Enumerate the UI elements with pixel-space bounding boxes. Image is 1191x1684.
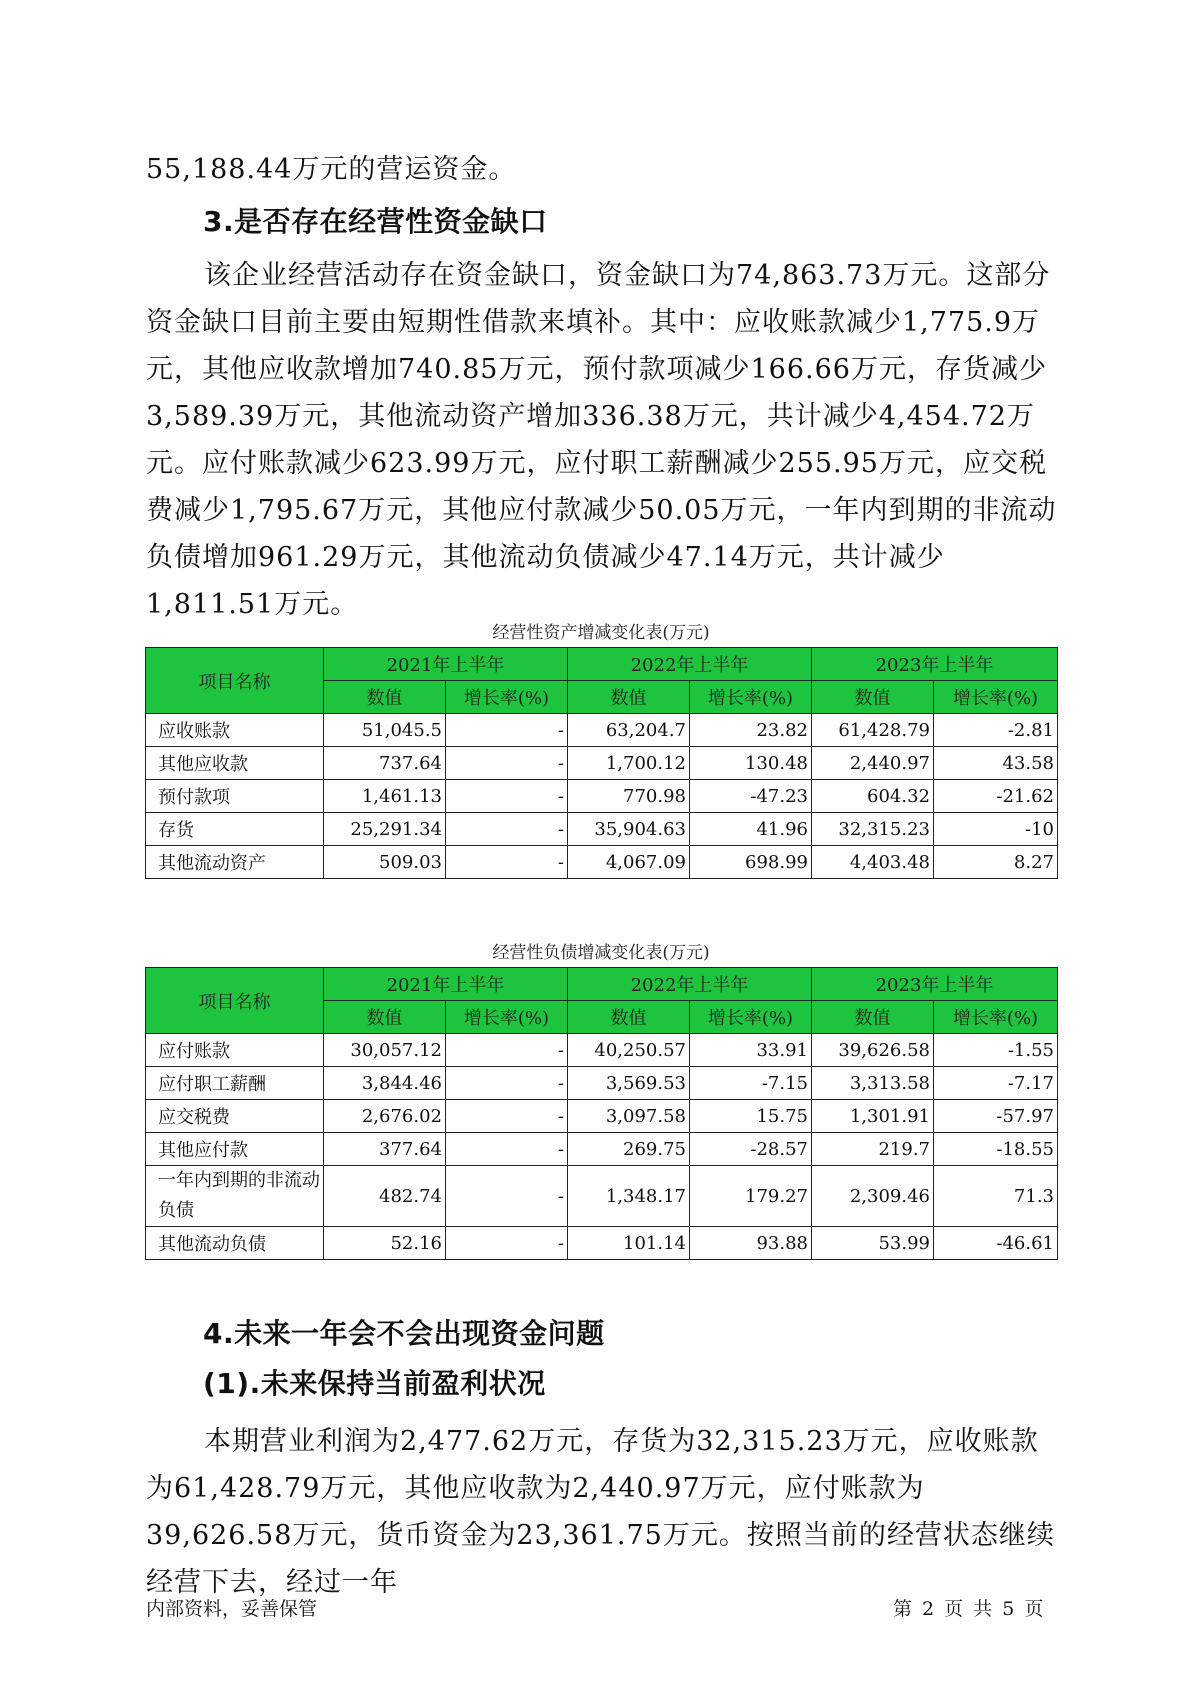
cell-rate: 698.99 bbox=[690, 846, 812, 879]
cell-value: 509.03 bbox=[324, 846, 446, 879]
cell-rate: - bbox=[446, 780, 568, 813]
cell-rate: -2.81 bbox=[934, 714, 1058, 747]
header-value: 数值 bbox=[812, 681, 934, 714]
cell-value: 3,097.58 bbox=[568, 1100, 690, 1133]
cell-value: 737.64 bbox=[324, 747, 446, 780]
cell-rate: -7.15 bbox=[690, 1067, 812, 1100]
row-label: 应交税费 bbox=[146, 1100, 324, 1133]
section4-paragraph bbox=[146, 1418, 1061, 1606]
cell-rate: -46.61 bbox=[934, 1227, 1058, 1260]
cell-rate: 8.27 bbox=[934, 846, 1058, 879]
row-label: 应付职工薪酬 bbox=[146, 1067, 324, 1100]
header-year: 2022年上半年 bbox=[568, 968, 812, 1001]
cell-value: 35,904.63 bbox=[568, 813, 690, 846]
table-row bbox=[146, 1034, 1058, 1067]
header-rate: 增长率(%) bbox=[934, 681, 1058, 714]
liabilities-table bbox=[145, 967, 1058, 1260]
cell-value: 51,045.5 bbox=[324, 714, 446, 747]
cell-rate: - bbox=[446, 1227, 568, 1260]
cell-value: 1,301.91 bbox=[812, 1100, 934, 1133]
cell-value: 1,461.13 bbox=[324, 780, 446, 813]
header-item-name: 项目名称 bbox=[146, 648, 324, 714]
header-year: 2023年上半年 bbox=[812, 648, 1058, 681]
row-label: 其他流动资产 bbox=[146, 846, 324, 879]
cell-value: 40,250.57 bbox=[568, 1034, 690, 1067]
cell-rate: - bbox=[446, 1100, 568, 1133]
cell-rate: -28.57 bbox=[690, 1133, 812, 1166]
section4-paragraph-text: 本期营业利润为2,477.62万元，存货为32,315.23万元，应收账款为61,428.79万元，其他应收款为2,440.97万元，应付账款为39,626.58万元，货币资金为23,361.75万元。按照当前的经营状态继续经营下去，经过一年 bbox=[146, 1426, 1055, 1598]
table-row bbox=[146, 846, 1058, 879]
section3-paragraph bbox=[146, 252, 1061, 628]
assets-table bbox=[145, 647, 1058, 879]
cell-rate: - bbox=[446, 1067, 568, 1100]
cell-rate: - bbox=[446, 1034, 568, 1067]
cell-value: 32,315.23 bbox=[812, 813, 934, 846]
cell-rate: 23.82 bbox=[690, 714, 812, 747]
cell-rate: 33.91 bbox=[690, 1034, 812, 1067]
cell-value: 2,440.97 bbox=[812, 747, 934, 780]
header-year: 2021年上半年 bbox=[324, 648, 568, 681]
header-value: 数值 bbox=[568, 1001, 690, 1034]
cell-value: 4,403.48 bbox=[812, 846, 934, 879]
header-rate: 增长率(%) bbox=[690, 681, 812, 714]
footer-page-number: 第 2 页 共 5 页 bbox=[893, 1598, 1044, 1620]
cell-rate: - bbox=[446, 813, 568, 846]
cell-value: 1,348.17 bbox=[568, 1166, 690, 1227]
row-label: 应付账款 bbox=[146, 1034, 324, 1067]
header-rate: 增长率(%) bbox=[446, 681, 568, 714]
cell-value: 30,057.12 bbox=[324, 1034, 446, 1067]
table-row bbox=[146, 714, 1058, 747]
table-row bbox=[146, 1100, 1058, 1133]
cell-value: 53.99 bbox=[812, 1227, 934, 1260]
cell-value: 269.75 bbox=[568, 1133, 690, 1166]
cell-rate: -18.55 bbox=[934, 1133, 1058, 1166]
cell-rate: -10 bbox=[934, 813, 1058, 846]
cell-rate: -7.17 bbox=[934, 1067, 1058, 1100]
table-row bbox=[146, 1067, 1058, 1100]
cell-value: 482.74 bbox=[324, 1166, 446, 1227]
cell-value: 63,204.7 bbox=[568, 714, 690, 747]
cell-rate: 43.58 bbox=[934, 747, 1058, 780]
header-year: 2022年上半年 bbox=[568, 648, 812, 681]
cell-value: 101.14 bbox=[568, 1227, 690, 1260]
table-row bbox=[146, 1166, 1058, 1227]
cell-rate: - bbox=[446, 1133, 568, 1166]
footer-confidential-note: 内部资料，妥善保管 bbox=[146, 1598, 318, 1620]
row-label: 其他流动负债 bbox=[146, 1227, 324, 1260]
cell-value: 39,626.58 bbox=[812, 1034, 934, 1067]
row-label: 其他应付款 bbox=[146, 1133, 324, 1166]
row-label: 一年内到期的非流动负债 bbox=[146, 1166, 324, 1227]
cell-rate: -47.23 bbox=[690, 780, 812, 813]
row-label: 应收账款 bbox=[146, 714, 324, 747]
cell-value: 1,700.12 bbox=[568, 747, 690, 780]
cell-rate: - bbox=[446, 846, 568, 879]
section3-paragraph-text: 该企业经营活动存在资金缺口，资金缺口为74,863.73万元。这部分资金缺口目前主要由短期性借款来填补。其中：应收账款减少1,775.9万元，其他应收款增加740.85万元，预付款项减少166.66万元，存货减少3,589.39万元，其他流动资产增加336.38万元，共计减少4,454.72万元。应付账款减少623.99万元，应付职工薪酬减少255.95万元，应交税费减少1,795.67万元，其他应付款减少50.05万元，一年内到期的非流动负债增加961.29万元，其他流动负债减少47.14万元，共计减少1,811.51万元。 bbox=[146, 260, 1057, 620]
header-rate: 增长率(%) bbox=[446, 1001, 568, 1034]
cell-value: 25,291.34 bbox=[324, 813, 446, 846]
intro-line: 55,188.44万元的营运资金。 bbox=[146, 154, 517, 185]
header-value: 数值 bbox=[324, 1001, 446, 1034]
cell-rate: 15.75 bbox=[690, 1100, 812, 1133]
cell-value: 219.7 bbox=[812, 1133, 934, 1166]
header-item-name: 项目名称 bbox=[146, 968, 324, 1034]
cell-rate: - bbox=[446, 714, 568, 747]
row-label: 存货 bbox=[146, 813, 324, 846]
cell-rate: -1.55 bbox=[934, 1034, 1058, 1067]
cell-value: 770.98 bbox=[568, 780, 690, 813]
section3-heading: 3.是否存在经营性资金缺口 bbox=[203, 205, 548, 238]
cell-rate: 179.27 bbox=[690, 1166, 812, 1227]
cell-rate: 93.88 bbox=[690, 1227, 812, 1260]
cell-value: 3,569.53 bbox=[568, 1067, 690, 1100]
assets-table-caption: 经营性资产增减变化表(万元) bbox=[492, 623, 710, 643]
section4-subheading: (1).未来保持当前盈利状况 bbox=[203, 1367, 546, 1400]
cell-value: 4,067.09 bbox=[568, 846, 690, 879]
row-label: 预付款项 bbox=[146, 780, 324, 813]
row-label: 其他应收款 bbox=[146, 747, 324, 780]
table-row bbox=[146, 1227, 1058, 1260]
table-row bbox=[146, 747, 1058, 780]
cell-rate: - bbox=[446, 747, 568, 780]
table-row bbox=[146, 1133, 1058, 1166]
cell-rate: -57.97 bbox=[934, 1100, 1058, 1133]
section4-heading: 4.未来一年会不会出现资金问题 bbox=[203, 1317, 605, 1350]
header-rate: 增长率(%) bbox=[690, 1001, 812, 1034]
table-row bbox=[146, 813, 1058, 846]
cell-value: 3,844.46 bbox=[324, 1067, 446, 1100]
cell-rate: 71.3 bbox=[934, 1166, 1058, 1227]
cell-value: 2,676.02 bbox=[324, 1100, 446, 1133]
cell-value: 52.16 bbox=[324, 1227, 446, 1260]
header-year: 2023年上半年 bbox=[812, 968, 1058, 1001]
cell-value: 377.64 bbox=[324, 1133, 446, 1166]
header-value: 数值 bbox=[812, 1001, 934, 1034]
cell-value: 61,428.79 bbox=[812, 714, 934, 747]
cell-value: 604.32 bbox=[812, 780, 934, 813]
header-value: 数值 bbox=[324, 681, 446, 714]
table-row bbox=[146, 780, 1058, 813]
cell-rate: 41.96 bbox=[690, 813, 812, 846]
liabilities-table-caption: 经营性负债增减变化表(万元) bbox=[492, 943, 710, 963]
cell-rate: -21.62 bbox=[934, 780, 1058, 813]
cell-value: 2,309.46 bbox=[812, 1166, 934, 1227]
header-year: 2021年上半年 bbox=[324, 968, 568, 1001]
cell-rate: - bbox=[446, 1166, 568, 1227]
cell-value: 3,313.58 bbox=[812, 1067, 934, 1100]
header-value: 数值 bbox=[568, 681, 690, 714]
cell-rate: 130.48 bbox=[690, 747, 812, 780]
header-rate: 增长率(%) bbox=[934, 1001, 1058, 1034]
